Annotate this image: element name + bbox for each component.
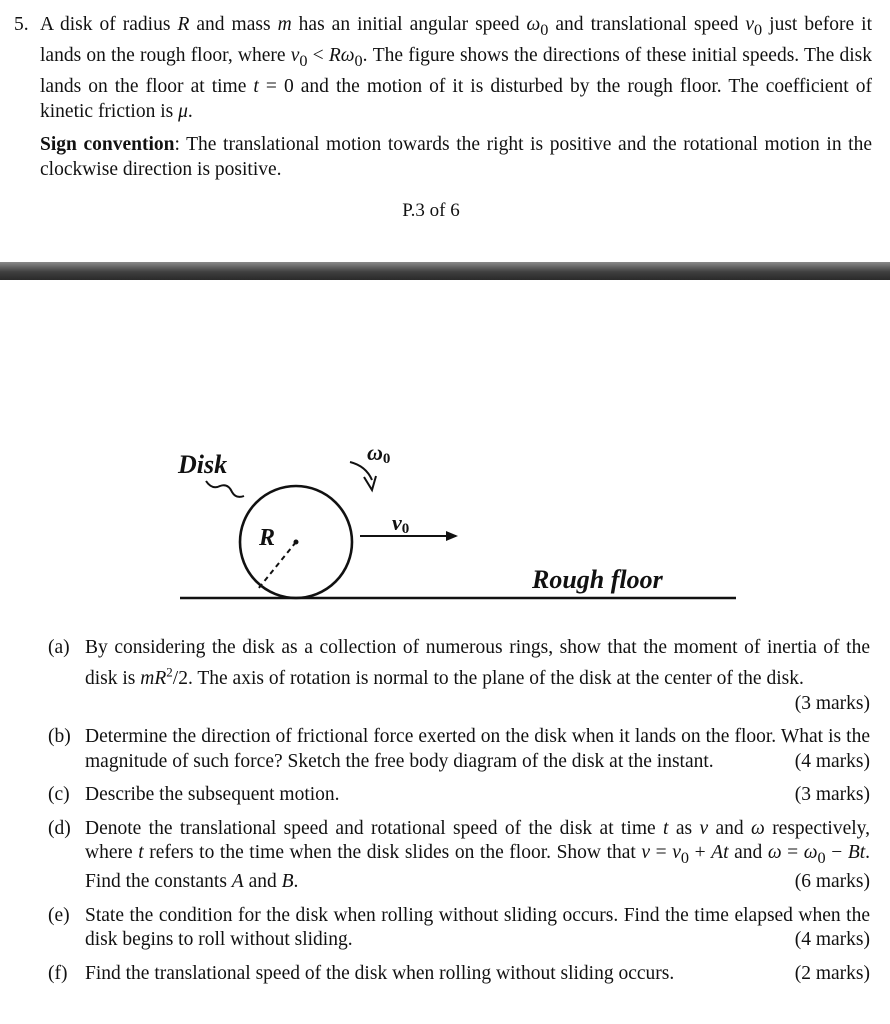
part-c — [48, 783, 870, 808]
part-f — [48, 962, 870, 987]
part-label: (a) — [48, 637, 70, 658]
part-text: Denote the translational speed and rotational speed of the disk at time t as v and ω respectively, where t refers to the time when the disk slides on the floor. Show that $v = v_0 + At$ and $\omega = \omega_0 - Bt$. Find the constants A and B. — [85, 817, 871, 893]
sign-convention — [40, 132, 872, 182]
question-5 — [14, 12, 872, 182]
page-number: P.3 of 6 — [402, 200, 460, 221]
part-label: (b) — [48, 726, 71, 747]
part-b — [48, 725, 870, 774]
question-parts — [48, 636, 870, 995]
floor-label: Rough floor — [532, 565, 663, 594]
part-a — [48, 636, 870, 716]
part-text: Describe the subsequent motion. — [85, 784, 340, 805]
part-marks: (3 marks) — [794, 692, 870, 714]
part-d — [48, 817, 870, 895]
part-marks: (3 marks) — [794, 784, 870, 805]
part-label: (e) — [48, 904, 70, 926]
disk-diagram — [0, 420, 890, 620]
sign-convention-label: Sign convention — [40, 133, 175, 155]
page-divider — [0, 262, 890, 280]
part-text: State the condition for the disk when rolling without sliding occurs. Find the time elapsed when the disk begins to roll without sliding. — [85, 904, 870, 951]
question-intro: A disk of radius R and mass m has an initial angular speed $\omega_0$ and translational speed $v_0$ just before it lands on the rough floor, where $v_0 < R\omega_0$. The figure shows the directions of these initial speeds. The disk lands on the floor at time t = 0 and the motion of it is disturbed by the rough floor. The coefficient of kinetic friction is μ. — [40, 14, 873, 122]
disk-label: Disk — [178, 450, 228, 479]
part-label: (c) — [48, 784, 70, 805]
part-marks: (6 marks) — [794, 871, 870, 893]
velocity-label: v0 — [392, 510, 410, 537]
disk-center — [294, 540, 299, 545]
part-text: Determine the direction of frictional force exerted on the disk when it lands on the floor. What is the magnitude of such force? Sketch the free body diagram of the disk at the instant. — [85, 726, 870, 772]
part-label: (f) — [48, 962, 68, 984]
radius-label: R — [259, 525, 276, 551]
question-number: 5. — [14, 14, 29, 35]
omega-label: ω0 — [367, 440, 391, 467]
disk-pointer-line — [206, 481, 244, 497]
part-label: (d) — [48, 817, 71, 839]
sign-convention-text: : The translational motion towards the right is positive and the rotational motion in the clockwise direction is positive. — [40, 133, 872, 180]
question-body — [40, 12, 872, 182]
part-marks: (4 marks) — [794, 750, 870, 772]
part-e — [48, 904, 870, 953]
part-text: Find the translational speed of the disk when rolling without sliding occurs. — [85, 962, 675, 984]
part-marks: (2 marks) — [794, 962, 870, 984]
part-text: By considering the disk as a collection of numerous rings, show that the moment of inertia of the disk is $mR^2/2$. The axis of rotation is normal to the plane of the disk at the center of the disk. — [85, 637, 870, 689]
part-marks: (4 marks) — [794, 929, 870, 951]
